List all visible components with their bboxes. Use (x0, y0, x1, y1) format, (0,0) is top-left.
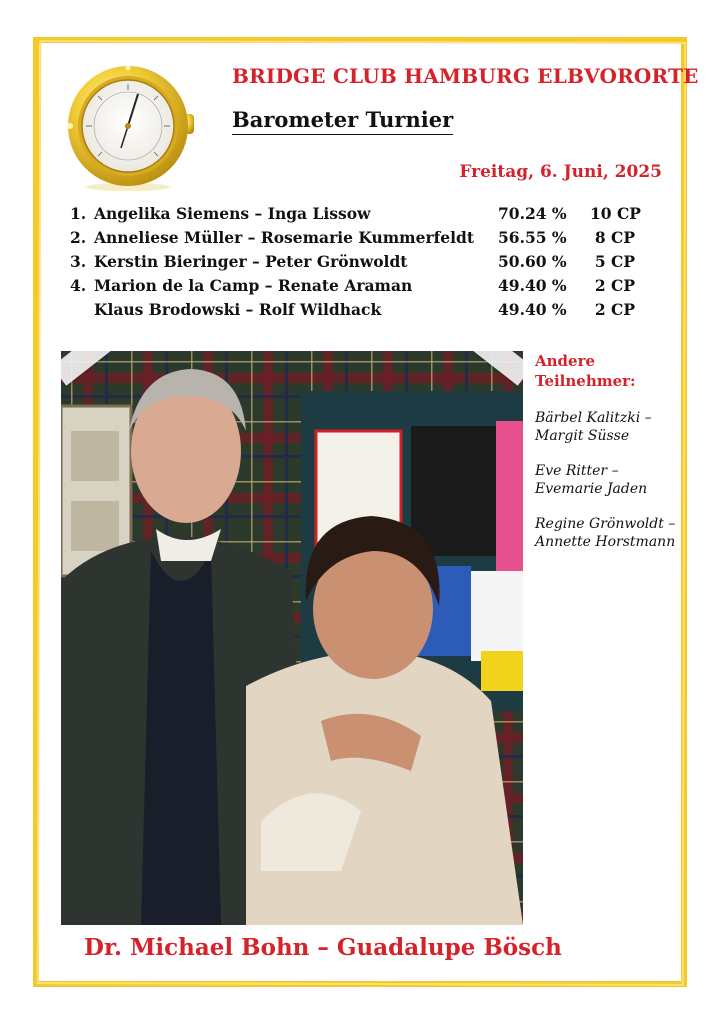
other-participant-line1: Regine Grönwoldt – (535, 516, 676, 532)
result-rank: 4. (70, 276, 87, 295)
result-row (70, 252, 650, 276)
result-rank: 3. (70, 252, 87, 271)
results-table (70, 204, 650, 324)
result-row (70, 276, 650, 300)
other-participant-pair (535, 515, 685, 551)
other-participant-line1: Bärbel Kalitzki – (535, 410, 652, 426)
result-rank: 2. (70, 228, 87, 247)
result-rank: 1. (70, 204, 87, 223)
result-percent: 50.60 % (498, 252, 567, 271)
result-row (70, 228, 650, 252)
result-percent: 49.40 % (498, 276, 567, 295)
other-participant-pair (535, 409, 685, 445)
other-participants-heading (535, 351, 636, 391)
event-date: Freitag, 6. Juni, 2025 (459, 162, 662, 182)
other-participant-line1: Eve Ritter – (535, 463, 619, 479)
result-pair: Klaus Brodowski – Rolf Wildhack (94, 300, 382, 319)
photo-illustration (61, 351, 523, 925)
barometer-icon (58, 62, 198, 192)
result-points: 2 CP (594, 300, 635, 319)
result-row (70, 300, 650, 324)
other-participant-line2: Evemarie Jaden (535, 481, 648, 497)
result-pair: Anneliese Müller – Rosemarie Kummerfeldt (94, 228, 475, 247)
photo-caption: Dr. Michael Bohn – Guadalupe Bösch (84, 934, 562, 961)
event-title: Barometer Turnier (232, 107, 453, 135)
other-participant-line2: Annette Horstmann (535, 534, 676, 550)
other-participant-line2: Margit Süsse (535, 428, 630, 444)
winners-photo (61, 351, 523, 925)
result-points: 5 CP (594, 252, 635, 271)
club-title: BRIDGE CLUB HAMBURG ELBVORORTE (232, 64, 699, 88)
other-participants-heading-line1: Andere (535, 352, 596, 370)
result-pair: Marion de la Camp – Renate Araman (94, 276, 413, 295)
result-points: 8 CP (594, 228, 635, 247)
other-participants-list (535, 409, 685, 568)
result-percent: 49.40 % (498, 300, 567, 319)
result-percent: 56.55 % (498, 228, 567, 247)
result-points: 2 CP (594, 276, 635, 295)
result-percent: 70.24 % (498, 204, 567, 223)
other-participants-heading-line2: Teilnehmer: (535, 372, 636, 390)
result-pair: Kerstin Bieringer – Peter Grönwoldt (94, 252, 408, 271)
result-pair: Angelika Siemens – Inga Lissow (94, 204, 371, 223)
other-participant-pair (535, 462, 685, 498)
result-row (70, 204, 650, 228)
result-points: 10 CP (590, 204, 641, 223)
